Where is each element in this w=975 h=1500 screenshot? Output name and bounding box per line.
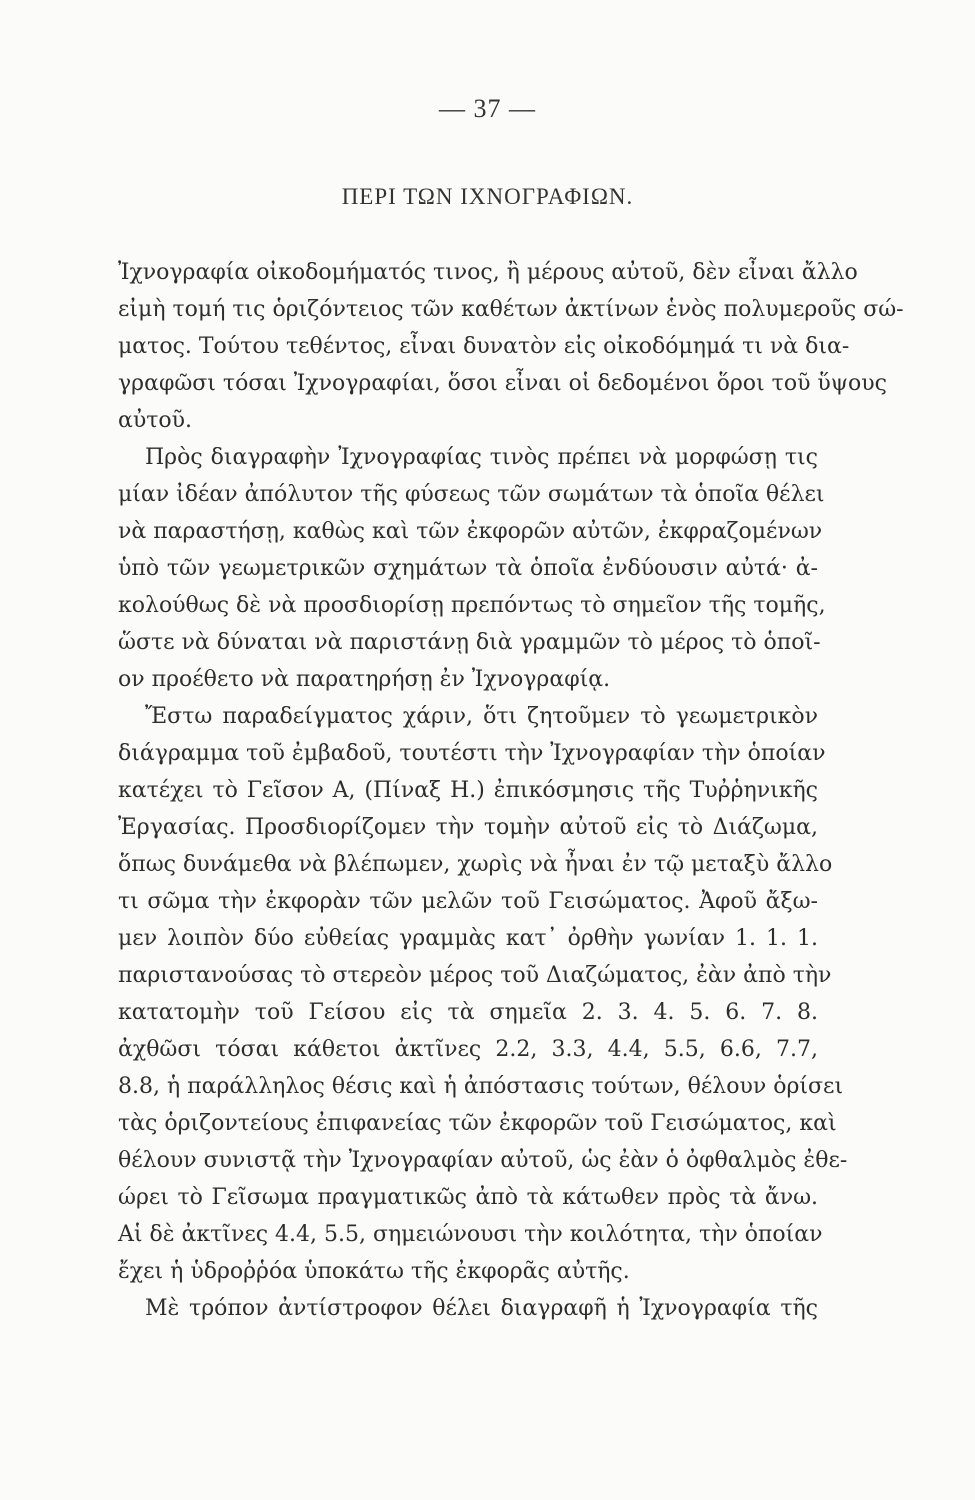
text-line: παριστανούσας τὸ στερεὸν μέρος τοῦ Διαζώματος, ἐὰν ἀπὸ τὴν — [118, 963, 832, 988]
text-line: μίαν ἰδέαν ἀπόλυτον τῆς φύσεως τῶν σωμάτων τὰ ὁποῖα θέλει — [118, 482, 825, 507]
text-line: θέλουν συνιστᾷ τὴν Ἰχνογραφίαν αὐτοῦ, ὡς ἐὰν ὁ ὀφθαλμὸς ἐθε- — [118, 1148, 848, 1173]
section-heading: ΠΕΡΙ ΤΩΝ ΙΧΝΟΓΡΑΦΙΩΝ. — [341, 184, 634, 209]
text-line: τι σῶμα τὴν ἐκφορὰν τῶν μελῶν τοῦ Γεισώματος. Ἀφοῦ ἄξω- — [118, 889, 818, 914]
text-line: εἰμὴ τομή τις ὁριζόντειος τῶν καθέτων ἀκτίνων ἑνὸς πολυμεροῦς σώ- — [118, 297, 904, 322]
text-line: Ἐργασίας. Προσδιορίζομεν τὴν τομὴν αὐτοῦ εἰς τὸ Διάζωμα, — [118, 815, 818, 840]
text-line: Ἰχνογραφία οἰκοδομήματός τινος, ἢ μέρους αὐτοῦ, δὲν εἶναι ἄλλο — [118, 260, 858, 285]
text-line: ον προέθετο νὰ παρατηρήσῃ ἐν Ἰχνογραφίᾳ. — [118, 667, 611, 692]
text-line: Μὲ τρόπον ἀντίστροφον θέλει διαγραφῆ ἡ Ἰχνογραφία τῆς — [145, 1296, 818, 1321]
text-line: διάγραμμα τοῦ ἐμβαδοῦ, τουτέστι τὴν Ἰχνογραφίαν τὴν ὁποίαν — [118, 741, 826, 766]
text-line: νὰ παραστήσῃ, καθὼς καὶ τῶν ἐκφορῶν αὐτῶν, ἐκφραζομένων — [118, 519, 823, 544]
text-line: ώρει τὸ Γεῖσωμα πραγματικῶς ἀπὸ τὰ κάτωθεν πρὸς τὰ ἄνω. — [118, 1185, 818, 1210]
text-line: ἔχει ἡ ὑδροῤῥόα ὑποκάτω τῆς ἐκφορᾶς αὐτῆς. — [118, 1259, 630, 1284]
text-line: τὰς ὁριζοντείους ἐπιφανείας τῶν ἐκφορῶν τοῦ Γεισώματος, καὶ — [118, 1111, 837, 1136]
text-line: ὅπως δυνάμεθα νὰ βλέπωμεν, χωρὶς νὰ ἦναι ἐν τῷ μεταξὺ ἄλλο — [118, 852, 833, 877]
text-line: κολούθως δὲ νὰ προσδιορίσῃ πρεπόντως τὸ σημεῖον τῆς τομῆς, — [118, 593, 826, 618]
text-line: κατατομὴν τοῦ Γείσου εἰς τὰ σημεῖα 2. 3. 4. 5. 6. 7. 8. — [118, 1000, 818, 1025]
text-line: Πρὸς διαγραφὴν Ἰχνογραφίας τινὸς πρέπει νὰ μορφώσῃ τις — [145, 445, 818, 470]
text-line: 8.8, ἡ παράλληλος θέσις καὶ ἡ ἀπόστασις τούτων, θέλουν ὁρίσει — [118, 1074, 844, 1099]
text-line: Αἱ δὲ ἀκτῖνες 4.4, 5.5, σημειώνουσι τὴν κοιλότητα, τὴν ὁποίαν — [118, 1222, 823, 1247]
text-line: μεν λοιπὸν δύο εὐθείας γραμμὰς κατ᾽ ὀρθὴν γωνίαν 1. 1. 1. — [118, 926, 818, 951]
text-line: ἀχθῶσι τόσαι κάθετοι ἀκτῖνες 2.2, 3.3, 4.4, 5.5, 6.6, 7.7, — [118, 1037, 818, 1062]
text-line: γραφῶσι τόσαι Ἰχνογραφίαι, ὅσοι εἶναι οἱ δεδομένοι ὅροι τοῦ ὕψους — [118, 371, 888, 396]
text-line: κατέχει τὸ Γεῖσον Α, (Πίναξ Η.) ἐπικόσμησις τῆς Τυῤῥηνικῆς — [118, 778, 818, 803]
text-line: ὥστε νὰ δύναται νὰ παριστάνῃ διὰ γραμμῶν τὸ μέρος τὸ ὁποῖ- — [118, 630, 821, 655]
text-line: αὐτοῦ. — [118, 408, 193, 433]
text-line: ὑπὸ τῶν γεωμετρικῶν σχημάτων τὰ ὁποῖα ἐνδύουσιν αὐτά· ἀ- — [118, 556, 818, 581]
text-line: Ἔστω παραδείγματος χάριν, ὅτι ζητοῦμεν τὸ γεωμετρικὸν — [145, 704, 818, 729]
text-line: ματος. Τούτου τεθέντος, εἶναι δυνατὸν εἰς οἰκοδόμημά τι νὰ δια- — [118, 334, 850, 359]
page-number: — 37 — — [439, 94, 536, 123]
